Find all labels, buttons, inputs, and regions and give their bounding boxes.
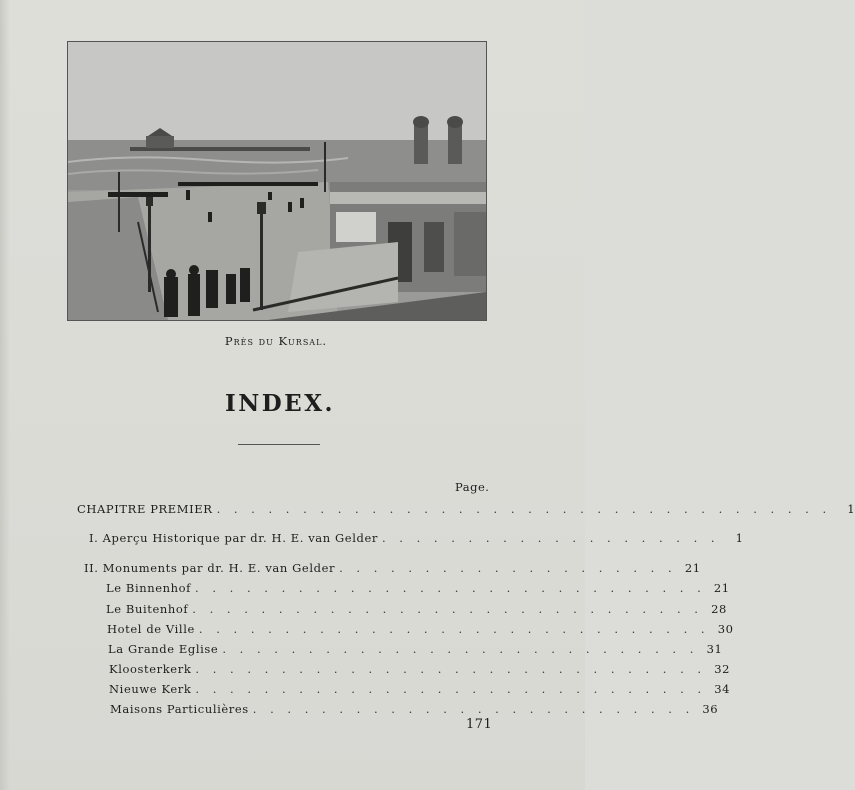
leader-dots: . . . . . . . . . . . . . . . . . . . . . . . . . . . . . . — [198, 622, 710, 636]
toc-entry-title: La Grande Eglise — [108, 642, 219, 656]
toc-entry-page: 36 — [702, 702, 719, 716]
toc-entry-page: 21 — [684, 561, 701, 575]
leader-dots: . . . . . . . . . . . . . . . . . . . . . . . . . . . . . . — [192, 602, 703, 616]
leader-dots: . . . . . . . . . . . . . . . . . . . . . . . . . . . . — [222, 642, 699, 656]
leader-dots: . . . . . . . . . . . . . . . . . . . . . . . . . . . . . . . . . . . . — [216, 502, 832, 516]
index-heading: INDEX. — [224, 390, 336, 417]
toc-entry-title: I. Aperçu Historique par dr. H. E. van Gelder — [89, 531, 378, 545]
promenade-photograph — [67, 41, 487, 321]
toc-entry — [89, 529, 744, 545]
toc-entry — [106, 579, 730, 595]
leader-dots: . . . . . . . . . . . . . . . . . . . . — [339, 561, 677, 575]
toc-entry-page: 30 — [717, 622, 734, 636]
photo-caption: Près du Kursal. — [224, 334, 328, 348]
heading-divider — [238, 444, 320, 445]
toc-entry-title: Nieuwe Kerk — [109, 682, 192, 696]
toc-entry-page: 28 — [711, 602, 727, 616]
toc-entry — [109, 680, 731, 696]
toc-entry-page: 32 — [714, 662, 731, 676]
toc-entry — [108, 640, 723, 656]
toc-entry-title: CHAPITRE PREMIER — [77, 502, 213, 516]
toc-entry-title: Kloosterkerk — [109, 662, 192, 676]
leader-dots: . . . . . . . . . . . . . . . . . . . . . . . . . . . . . . — [195, 682, 707, 696]
toc-entry-page: 31 — [706, 642, 723, 656]
toc-entry — [106, 600, 727, 616]
toc-entry-title: Le Buitenhof — [106, 602, 189, 616]
toc-entry — [109, 660, 731, 676]
toc-entry-page: 34 — [714, 682, 731, 696]
leader-dots: . . . . . . . . . . . . . . . . . . . . — [381, 531, 720, 545]
toc-entry-title: Maisons Particulières — [110, 702, 249, 716]
leader-dots: . . . . . . . . . . . . . . . . . . . . . . . . . . . . . . — [195, 581, 706, 595]
leader-dots: . . . . . . . . . . . . . . . . . . . . . . . . . . . . . . — [195, 662, 707, 676]
toc-entry-page: 21 — [713, 581, 730, 595]
toc-entry-title: II. Monuments par dr. H. E. van Gelder — [84, 561, 336, 575]
page-number: 171 — [466, 717, 493, 732]
leader-dots: . . . . . . . . . . . . . . . . . . . . . . . . . . — [252, 702, 695, 716]
toc-entry — [84, 559, 701, 575]
toc-entry-page: 1 — [735, 531, 744, 545]
toc-entry — [107, 620, 734, 636]
toc-entry-title: Hotel de Ville — [107, 622, 195, 636]
page-column-label: Page. — [455, 480, 490, 494]
toc-entry — [110, 700, 719, 716]
toc-entry-page: 1 — [847, 502, 855, 516]
toc-entry-title: Le Binnenhof — [106, 581, 192, 595]
toc-entry — [77, 500, 855, 516]
